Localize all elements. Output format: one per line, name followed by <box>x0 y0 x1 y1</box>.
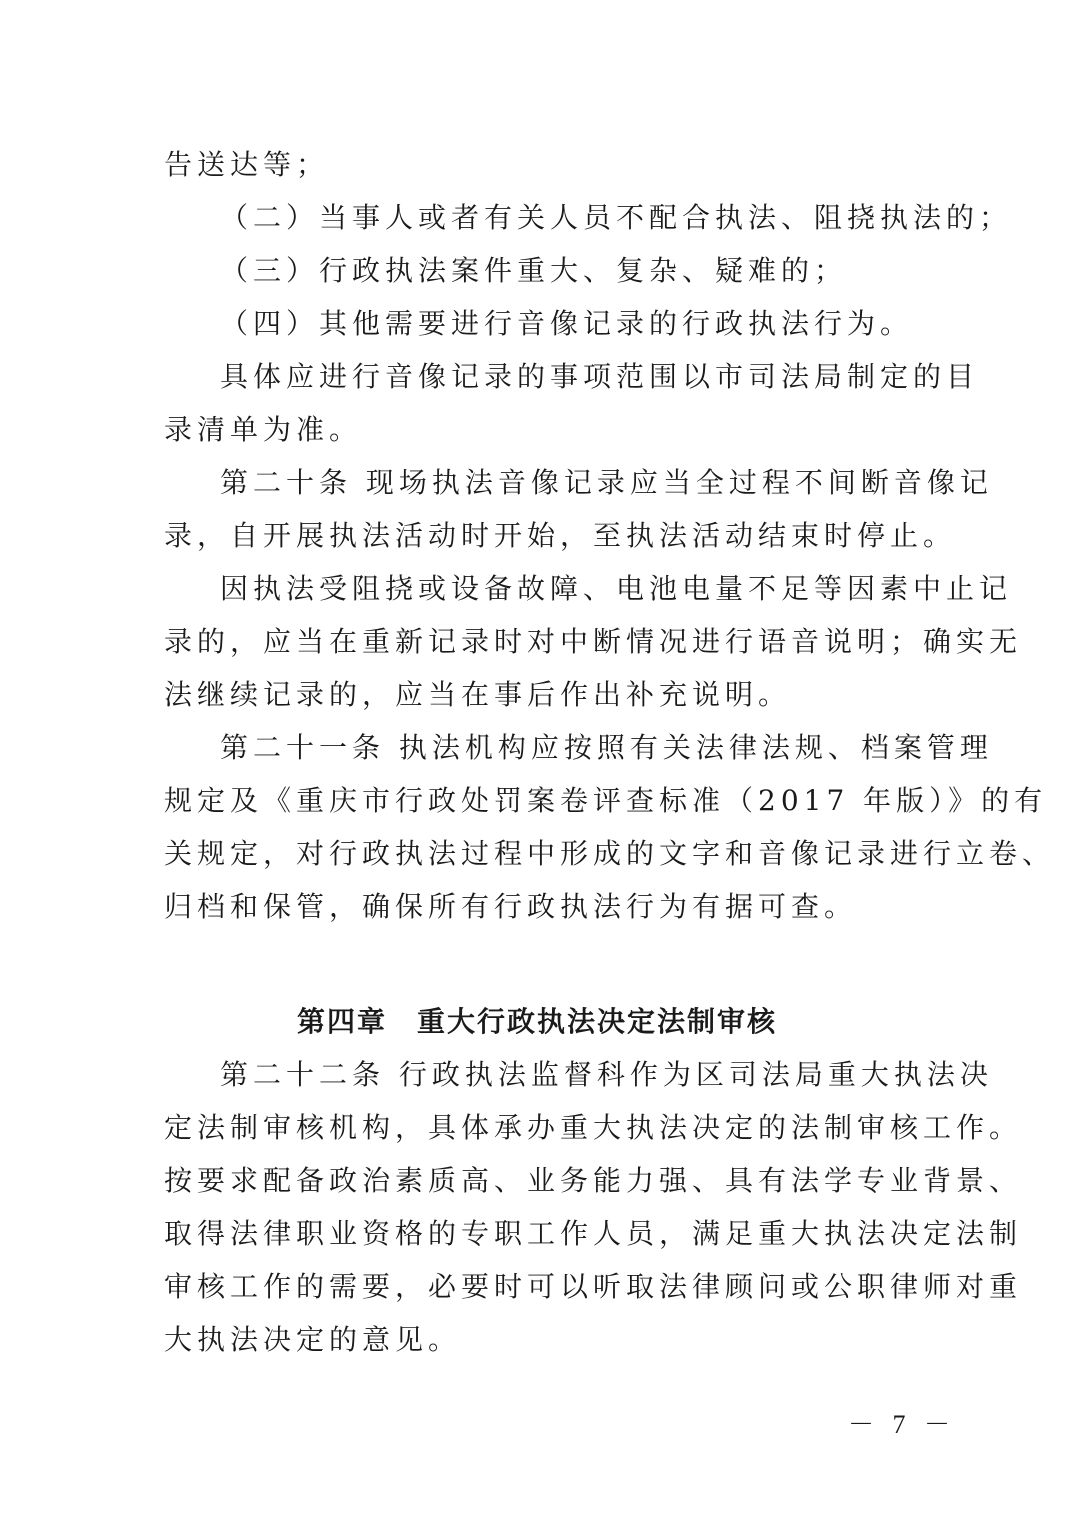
text-line: 录，自开展执法活动时开始，至执法活动结束时停止。 <box>164 519 957 552</box>
article-21-line: 第二十一条 执法机构应按照有关法律法规、档案管理 <box>220 731 993 764</box>
text-line: 定法制审核机构，具体承办重大执法决定的法制审核工作。 <box>164 1111 1023 1144</box>
text-line: 审核工作的需要，必要时可以听取法律顾问或公职律师对重 <box>164 1270 1023 1303</box>
text-line: 规定及《重庆市行政处罚案卷评查标准（2017 年版）》的有 <box>164 784 1048 817</box>
text-line: 法继续记录的，应当在事后作出补充说明。 <box>164 678 792 711</box>
article-22-line: 第二十二条 行政执法监督科作为区司法局重大执法决 <box>220 1058 993 1091</box>
text-line: （三）行政执法案件重大、复杂、疑难的； <box>220 254 848 287</box>
text-line: 按要求配备政治素质高、业务能力强、具有法学专业背景、 <box>164 1164 1023 1197</box>
text-line: 具体应进行音像记录的事项范围以市司法局制定的目 <box>220 360 980 393</box>
text-line: 关规定，对行政执法过程中形成的文字和音像记录进行立卷、 <box>164 837 1056 870</box>
page-number: － 7 － <box>848 1410 957 1439</box>
text-line: 取得法律职业资格的专职工作人员，满足重大执法决定法制 <box>164 1217 1023 1250</box>
text-line: 大执法决定的意见。 <box>164 1323 462 1356</box>
text-line: 录的，应当在重新记录时对中断情况进行语音说明；确实无 <box>164 625 1023 658</box>
text-line: 因执法受阻挠或设备故障、电池电量不足等因素中止记 <box>220 572 1013 605</box>
text-line: 录清单为准。 <box>164 413 363 446</box>
text-line: 告送达等； <box>164 148 330 181</box>
text-line: （四）其他需要进行音像记录的行政执法行为。 <box>220 307 914 340</box>
article-20-line: 第二十条 现场执法音像记录应当全过程不间断音像记 <box>220 466 993 499</box>
text-line: （二）当事人或者有关人员不配合执法、阻挠执法的； <box>220 201 1013 234</box>
text-line: 归档和保管，确保所有行政执法行为有据可查。 <box>164 890 858 923</box>
chapter-heading: 第四章 重大行政执法决定法制审核 <box>296 1005 777 1038</box>
